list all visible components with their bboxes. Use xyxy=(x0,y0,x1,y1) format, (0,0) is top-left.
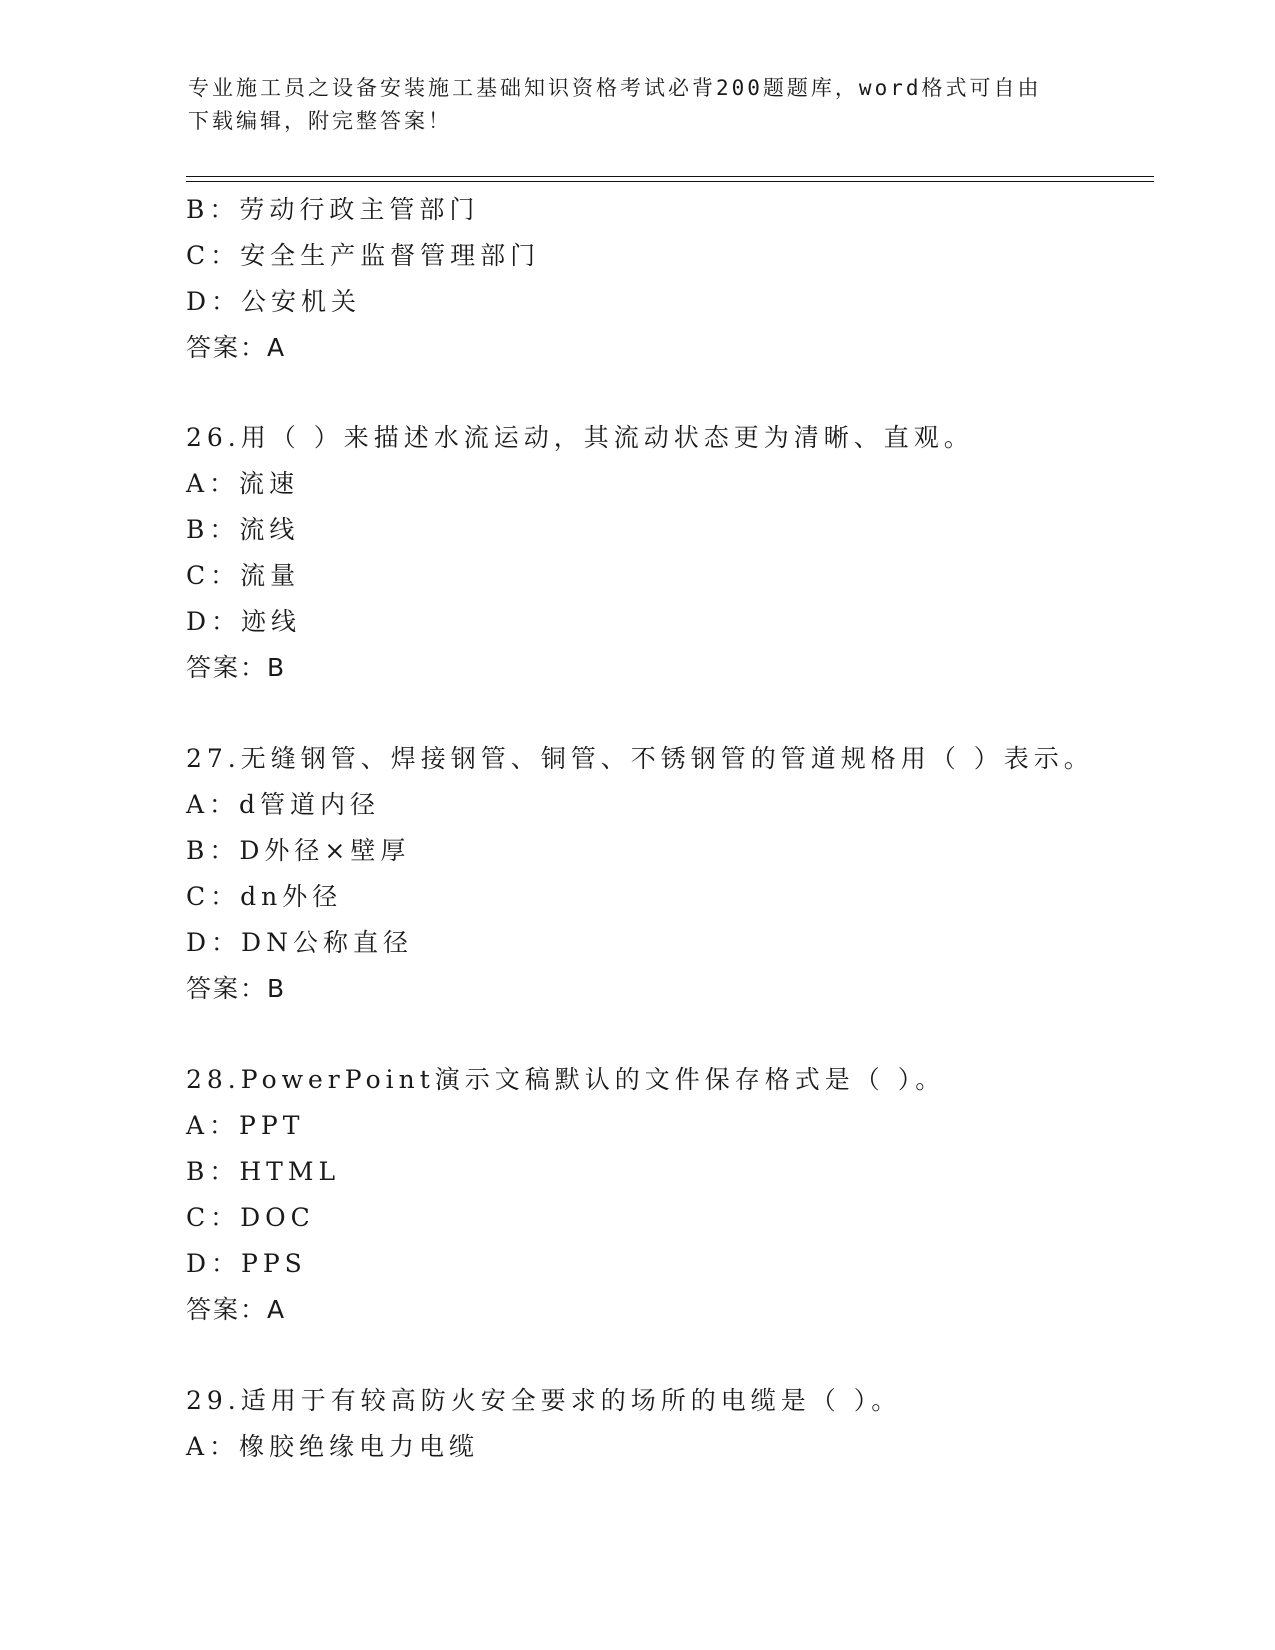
answer: 答案：A xyxy=(186,333,287,362)
question-block-27 xyxy=(186,736,1154,1012)
spacer xyxy=(186,691,1154,736)
option-c: C：流量 xyxy=(186,561,301,590)
question-text: 26.用（ ）来描述水流运动，其流动状态更为清晰、直观。 xyxy=(186,423,974,452)
header-line-2: 下载编辑，附完整答案！ xyxy=(188,109,452,133)
option-a: A：PPT xyxy=(186,1111,305,1140)
question-block-29 xyxy=(186,1378,1154,1470)
header-rule-bottom xyxy=(186,181,1154,182)
option-c: C：安全生产监督管理部门 xyxy=(186,241,541,270)
header-line-1: 专业施工员之设备安装施工基础知识资格考试必背200题题库，word格式可自由 xyxy=(188,76,1042,100)
question-text: 27.无缝钢管、焊接钢管、铜管、不锈钢管的管道规格用（ ）表示。 xyxy=(186,744,1094,773)
question-block-prev xyxy=(186,187,1154,371)
option-d: D：迹线 xyxy=(186,607,302,636)
option-a: A：橡胶绝缘电力电缆 xyxy=(186,1432,480,1461)
document-header xyxy=(188,72,1088,138)
spacer xyxy=(186,371,1154,415)
option-d: D：DN公称直径 xyxy=(186,928,413,957)
option-a: A：流速 xyxy=(186,469,300,498)
question-block-28 xyxy=(186,1057,1154,1333)
question-text: 29.适用于有较高防火安全要求的场所的电缆是（ ）。 xyxy=(186,1386,902,1415)
answer: 答案：B xyxy=(186,653,287,682)
spacer xyxy=(186,1012,1154,1057)
spacer xyxy=(186,1333,1154,1378)
option-b: B：D外径×壁厚 xyxy=(186,836,411,865)
option-c: C：dn外径 xyxy=(186,882,343,911)
question-text: 28.PowerPoint演示文稿默认的文件保存格式是（ ）。 xyxy=(186,1065,946,1094)
option-c: C：DOC xyxy=(186,1203,315,1232)
option-d: D：PPS xyxy=(186,1249,307,1278)
answer: 答案：B xyxy=(186,974,287,1003)
answer: 答案：A xyxy=(186,1295,287,1324)
document-body xyxy=(186,187,1154,1470)
option-b: B：流线 xyxy=(186,515,300,544)
question-block-26 xyxy=(186,415,1154,691)
option-a: A：d管道内径 xyxy=(186,790,381,819)
option-b: B：劳动行政主管部门 xyxy=(186,195,480,224)
option-b: B：HTML xyxy=(186,1157,341,1186)
option-d: D：公安机关 xyxy=(186,287,362,316)
header-rule-top xyxy=(186,176,1154,177)
